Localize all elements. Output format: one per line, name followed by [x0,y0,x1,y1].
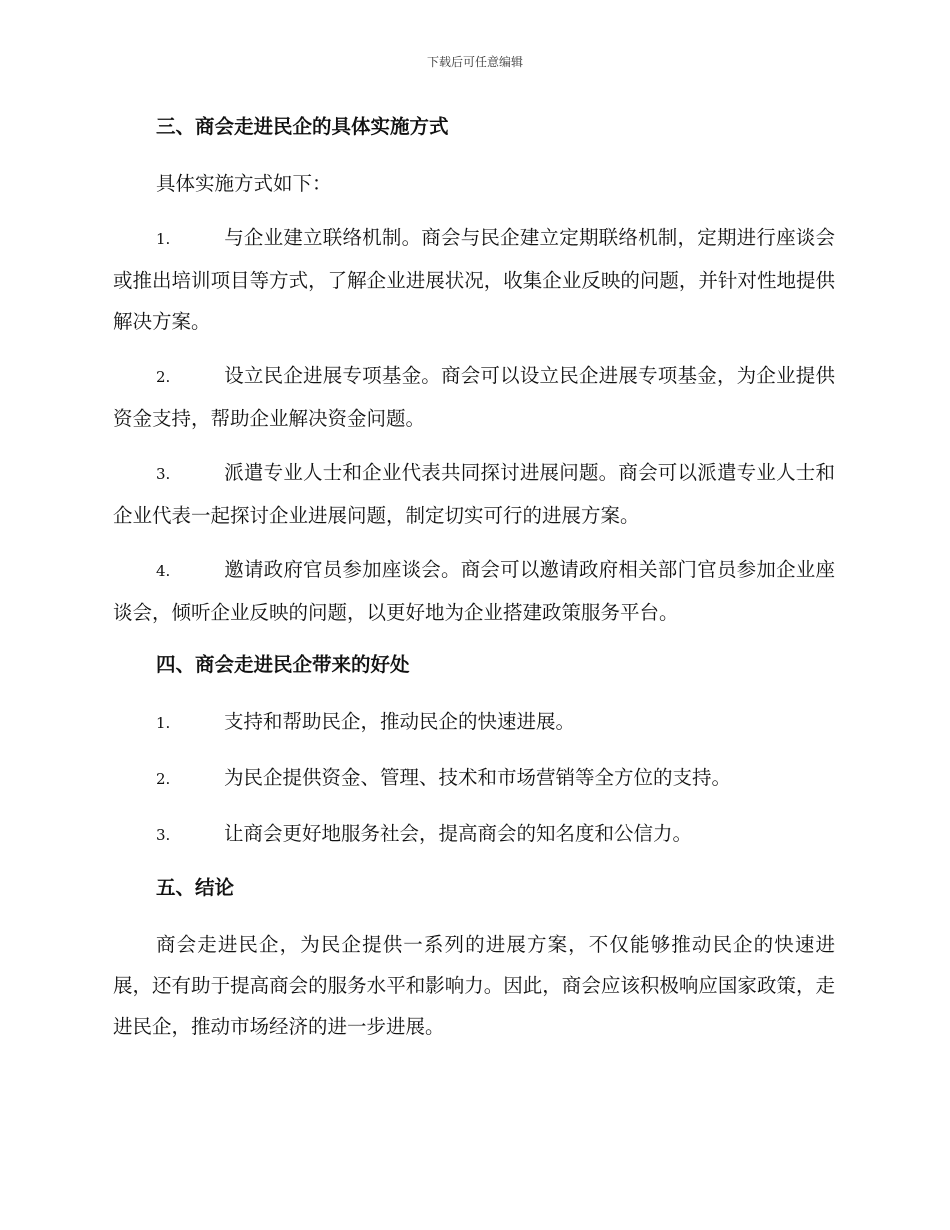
list-text: 邀请政府官员参加座谈会。商会可以邀请政府相关部门官员参加企业座谈会，倾听企业反映的问题，以更好地为企业搭建政策服务平台。 [113,558,835,624]
section-3-intro: 具体实施方式如下： [156,172,332,195]
conclusion-paragraph: 商会走进民企，为民企提供一系列的进展方案，不仅能够推动民企的快速进展，还有助于提高商会的服务水平和影响力。因此，商会应该积极响应国家政策，走进民企，推动市场经济的进一步进展。 [113,933,835,1038]
section-heading-5: 五、结论 [156,876,235,899]
list-number: 3. [156,826,171,844]
page-header: 下载后可任意编辑 [426,55,523,69]
document-body [113,108,835,1060]
list-item [113,757,835,800]
list-text: 让商会更好地服务社会，提高商会的知名度和公信力。 [224,822,693,845]
list-item [113,217,835,342]
list-text: 支持和帮助民企，推动民企的快速进展。 [224,710,576,733]
list-item [113,813,835,856]
list-number: 4. [156,562,171,580]
list-number: 2. [156,770,171,788]
list-text: 与企业建立联络机制。商会与民企建立定期联络机制，定期进行座谈会或推出培训项目等方式，了解企业进展状况，收集企业反映的问题，并针对性地提供解决方案。 [113,226,835,333]
list-number: 1. [156,230,171,248]
list-item [113,701,835,744]
list-item [113,355,835,439]
list-item [113,549,835,633]
list-text: 派遣专业人士和企业代表共同探讨进展问题。商会可以派遣专业人士和企业代表一起探讨企业进展问题，制定切实可行的进展方案。 [113,461,835,527]
list-number: 1. [156,714,171,732]
list-item [113,452,835,536]
list-text: 为民企提供资金、管理、技术和市场营销等全方位的支持。 [224,766,732,789]
list-number: 2. [156,368,171,386]
list-text: 设立民企进展专项基金。商会可以设立民企进展专项基金，为企业提供资金支持，帮助企业解决资金问题。 [113,364,835,430]
section-heading-3: 三、商会走进民企的具体实施方式 [156,115,449,138]
list-number: 3. [156,465,171,483]
section-heading-4: 四、商会走进民企带来的好处 [156,653,410,676]
